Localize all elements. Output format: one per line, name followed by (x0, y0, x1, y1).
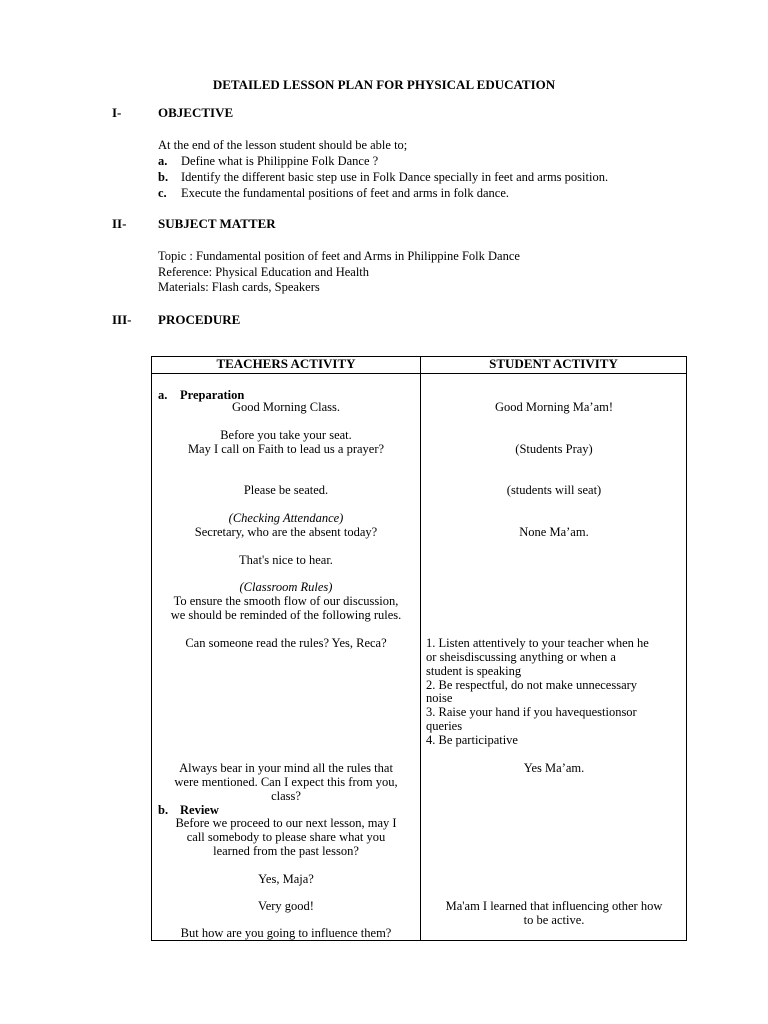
section-number: III- (112, 312, 132, 327)
teacher-line: were mentioned. Can I expect this from you, (174, 775, 398, 789)
teacher-line: Very good! (258, 899, 314, 913)
sub-label: Review (180, 803, 219, 817)
student-line: 4. Be participative (426, 733, 518, 747)
teacher-line: Before we proceed to our next lesson, may I (175, 816, 397, 830)
section-number: I- (112, 105, 122, 120)
section-title: PROCEDURE (158, 312, 241, 327)
teacher-line: (Checking Attendance) (228, 511, 344, 525)
student-line: Yes Ma’am. (523, 761, 585, 775)
teacher-line: Always bear in your mind all the rules that (179, 761, 393, 775)
teacher-line: class? (271, 789, 301, 803)
sub-label: Preparation (180, 388, 245, 402)
teacher-activity-cell (152, 374, 421, 941)
sub-letter: b. (158, 803, 169, 817)
teacher-line: But how are you going to influence them? (180, 926, 392, 940)
student-line: 2. Be respectful, do not make unnecessary (426, 678, 638, 692)
student-line: queries (426, 719, 463, 733)
objective-text: Identify the different basic step use in Folk Dance specially in feet and arms position. (181, 170, 609, 184)
teacher-line: learned from the past lesson? (213, 844, 359, 858)
teacher-activity-header: TEACHERS ACTIVITY (152, 357, 421, 374)
student-line: Ma'am I learned that influencing other how (445, 899, 663, 913)
student-activity-header: STUDENT ACTIVITY (421, 357, 687, 374)
objective-letter: b. (158, 170, 169, 184)
teacher-line: Please be seated. (243, 483, 329, 497)
objective-letter: c. (158, 186, 167, 200)
table-header-row (152, 357, 687, 374)
student-line: or sheisdiscussing anything or when a (426, 650, 616, 664)
sub-letter: a. (158, 388, 168, 402)
objective-text: Define what is Philippine Folk Dance ? (181, 154, 379, 168)
student-line: to be active. (523, 913, 585, 927)
objective-item (158, 153, 378, 169)
section-title: OBJECTIVE (158, 105, 234, 120)
procedure-table (151, 356, 687, 941)
teacher-line: Good Morning Class. (232, 400, 340, 414)
student-line: student is speaking (426, 664, 522, 678)
teacher-line: Secretary, who are the absent today? (194, 525, 378, 539)
student-line: 1. Listen attentively to your teacher when he (426, 636, 649, 650)
objective-item (158, 169, 608, 185)
objective-item (158, 185, 509, 201)
objective-text: Execute the fundamental positions of feet and arms in folk dance. (181, 186, 510, 200)
student-line: noise (426, 691, 453, 705)
objective-letter: a. (158, 154, 168, 168)
subject-reference: Reference: Physical Education and Health (158, 265, 370, 279)
student-activity-cell (421, 374, 687, 941)
teacher-line: we should be reminded of the following rules. (170, 608, 402, 622)
teacher-line: Yes, Maja? (258, 872, 314, 886)
student-line: 3. Raise your hand if you havequestionsor (426, 705, 637, 719)
teacher-line: (Classroom Rules) (239, 580, 333, 594)
teacher-line: Before you take your seat. (220, 428, 352, 442)
subject-topic: Topic : Fundamental position of feet and Arms in Philippine Folk Dance (158, 249, 520, 263)
subject-materials: Materials: Flash cards, Speakers (158, 280, 320, 294)
teacher-line: Can someone read the rules? Yes, Reca? (185, 636, 387, 650)
student-line: (Students Pray) (515, 442, 593, 456)
teacher-line: That's nice to hear. (239, 553, 333, 567)
teacher-line: May I call on Faith to lead us a prayer? (187, 442, 385, 456)
section-title: SUBJECT MATTER (158, 216, 276, 231)
table-row (152, 374, 687, 941)
student-line: None Ma’am. (519, 525, 589, 539)
objective-intro: At the end of the lesson student should be able to; (158, 138, 408, 152)
section-number: II- (112, 216, 127, 231)
teacher-line: call somebody to please share what you (186, 830, 386, 844)
student-line: (students will seat) (506, 483, 602, 497)
document-title: DETAILED LESSON PLAN FOR PHYSICAL EDUCATION (212, 77, 556, 92)
teacher-line: To ensure the smooth flow of our discussion, (173, 594, 399, 608)
student-line: Good Morning Ma’am! (494, 400, 614, 414)
